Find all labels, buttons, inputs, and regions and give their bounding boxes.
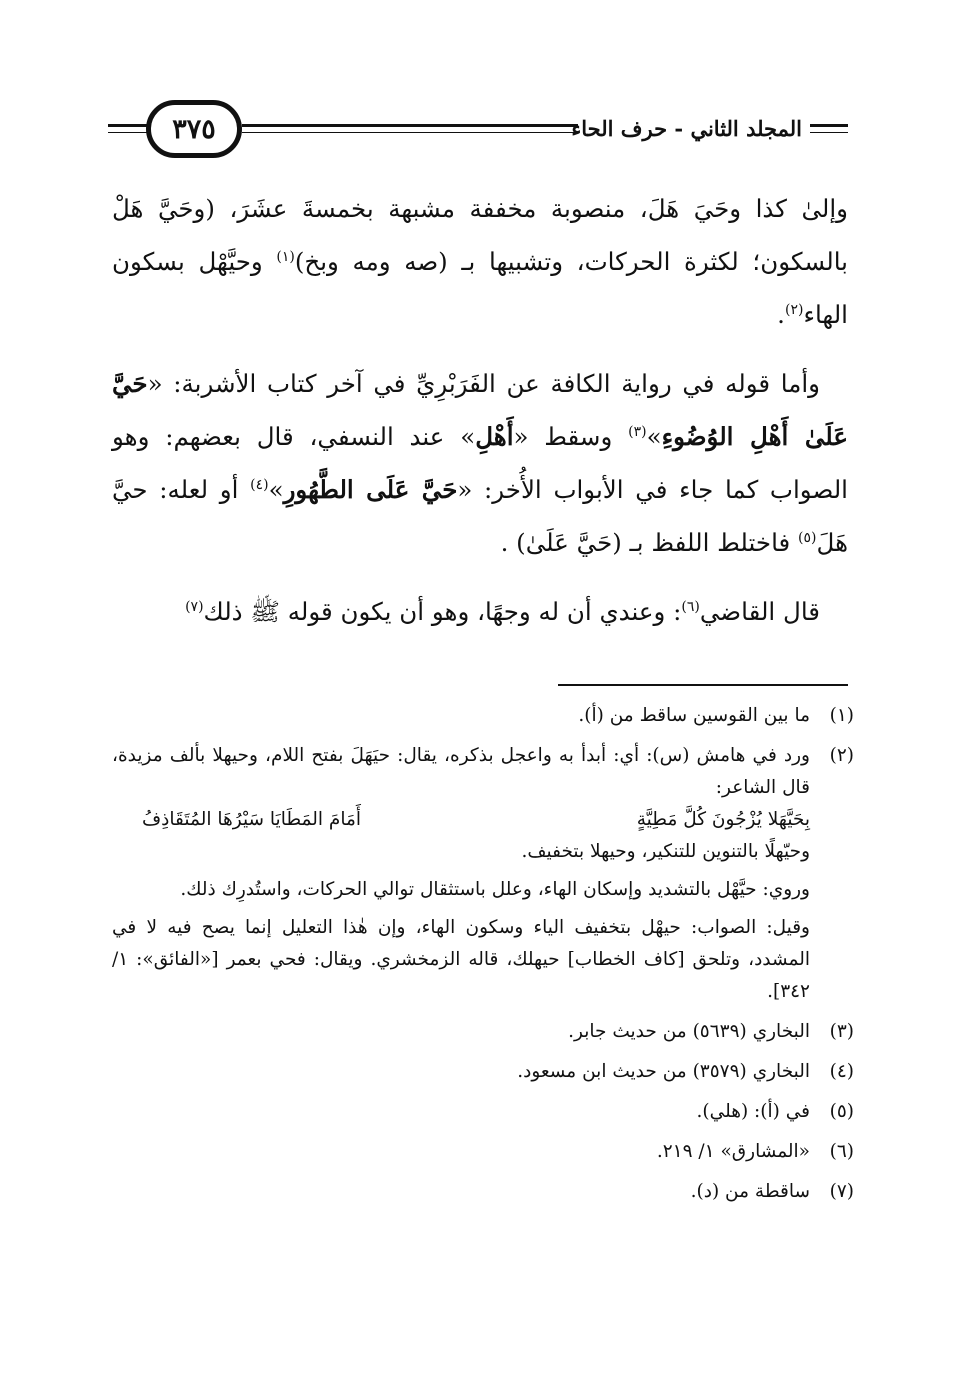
p2-hadith-2: حَيَّ عَلَى الطَّهُورِ — [283, 475, 458, 504]
p3-text-b: : وعندي أن له وجهًا، وهو أن يكون قوله ﷺ ذلك — [203, 597, 682, 626]
running-title: المجلد الثاني - حرف الحاء — [571, 116, 802, 141]
verse-second-hemistich: أَمَامَ المَطَايَا سَيْرُهَا المُتَقَاذِفُ — [142, 809, 362, 830]
p2-quote-close-2: » — [268, 475, 284, 504]
footnote-text: «المشارق» ١/ ٢١٩. — [656, 1141, 810, 1162]
header-rule-right-thin — [810, 132, 848, 133]
footnote-2-note-b: وروي: حيَّهْل بالتشديد وإسكان الهاء، وعلل باستثقال توالي الحركات، واستُدرِك ذلك. — [180, 879, 810, 900]
page-number: ٣٧٥ — [172, 113, 216, 145]
footnote-2-note-c: وقيل: الصواب: حيهْل بتخفيف الياء وسكون الهاء، وإن هٰذا التعليل إنما يصح فيه لا في المشدد، وتلحق [كاف الخطاب] حيهلك، قاله الزمخشري. ويقال: فحي بعمر [«الفائق»: ١/ ٣٤٢]. — [112, 917, 810, 1002]
p2-word-ahl: أَهْلِ — [475, 422, 514, 451]
page-header — [108, 96, 848, 166]
footnote-ref-7[interactable]: (٧) — [185, 598, 204, 615]
footnote-2-note-a: وحيّهلًا بالتنوين للتنكير، وحيهلا بتخفيف. — [521, 841, 810, 862]
footnote-number: (٧) — [829, 1181, 854, 1202]
p2-text-c: » عند النسفي، قال بعضهم: وهو الصواب كما جاء في الأبواب الأُخر: « — [112, 422, 848, 504]
footnote-number: (٦) — [829, 1141, 854, 1162]
header-rule-middle-thin — [242, 132, 578, 133]
footnote-separator — [558, 684, 848, 686]
footnote-text: ساقطة من (د). — [690, 1181, 810, 1202]
footnote-text: البخاري (٣٥٧٩) من حديث ابن مسعود. — [517, 1061, 810, 1082]
p1-text-b: وحيَّهْل بسكون الهاء — [112, 247, 848, 329]
header-rule-left-thin — [108, 132, 148, 133]
footnote-ref-1[interactable]: (١) — [276, 248, 295, 265]
footnote-text: البخاري (٥٦٣٩) من حديث جابر. — [568, 1021, 810, 1042]
footnote-number: (٤) — [829, 1061, 854, 1082]
header-rule-left — [108, 124, 148, 127]
footnote-ref-5[interactable]: (٥) — [798, 529, 817, 546]
footnote-1 — [112, 700, 854, 732]
footnote-number: (٥) — [829, 1101, 854, 1122]
footnote-text: في (أ): (هلي). — [696, 1101, 810, 1122]
header-rule-middle — [242, 124, 578, 127]
p3-text-a: قال القاضي — [699, 597, 820, 626]
header-rule-right — [810, 124, 848, 127]
p2-text-d: أو لعله: حيَّ هَلَ — [112, 475, 848, 557]
footnote-number: (٣) — [829, 1021, 854, 1042]
p2-hadith-1: حَيَّ عَلَىٰ أَهْلِ الوُضُوءِ — [112, 369, 848, 451]
footnote-4 — [112, 1056, 854, 1088]
footnote-2 — [112, 740, 854, 1008]
footnote-ref-2[interactable]: (٢) — [784, 301, 804, 318]
footnotes — [112, 700, 854, 1216]
p1-text-a: وإلىٰ كذا وحَيَ هَلَ، منصوبة مخففة مشبهة بخمسةَ عشَرَ، (وحَيَّ هَلْ بالسكون؛ لكثرة الحركات، وتشبيها بـ (صه ومه وبخ) — [112, 194, 848, 276]
footnote-ref-3[interactable]: (٣) — [628, 423, 647, 440]
p2-text-b: وسقط « — [513, 422, 629, 451]
p2-text-a: وأما قوله في رواية الكافة عن الفَرَبْرِيِّ في آخر كتاب الأشربة: « — [147, 369, 820, 398]
footnote-number: (٢) — [829, 745, 854, 766]
footnote-ref-4[interactable]: (٤) — [250, 476, 269, 493]
paragraph-1 — [112, 182, 848, 341]
footnote-ref-6[interactable]: (٦) — [681, 598, 700, 615]
p2-text-e: فاختلط اللفظ بـ (حَيَّ عَلَىٰ) . — [500, 528, 799, 557]
footnote-6 — [112, 1136, 854, 1168]
footnote-text — [112, 740, 810, 1008]
verse-first-hemistich: بِحَيَّهَلا يُزْجُونَ كُلَّ مَطِيَّةٍ — [636, 809, 810, 830]
p1-text-c: . — [777, 300, 785, 329]
footnote-text: ما بين القوسين ساقط من (أ). — [578, 705, 810, 726]
footnote-2-intro: ورد في هامش (س): أي: أبدأ به واعجل بذكره، يقال: حيَهَلَ بفتح اللام، وحيهلا بألف مزيدة، قال الشاعر: — [112, 745, 810, 798]
footnote-number: (١) — [829, 705, 854, 726]
footnote-7 — [112, 1176, 854, 1208]
main-text — [112, 182, 848, 654]
paragraph-2 — [112, 357, 848, 569]
poem-verse — [112, 804, 810, 836]
p2-quote-close-1: » — [646, 422, 662, 451]
footnote-5 — [112, 1096, 854, 1128]
page-number-badge — [146, 100, 242, 158]
paragraph-3 — [112, 585, 848, 638]
footnote-3 — [112, 1016, 854, 1048]
